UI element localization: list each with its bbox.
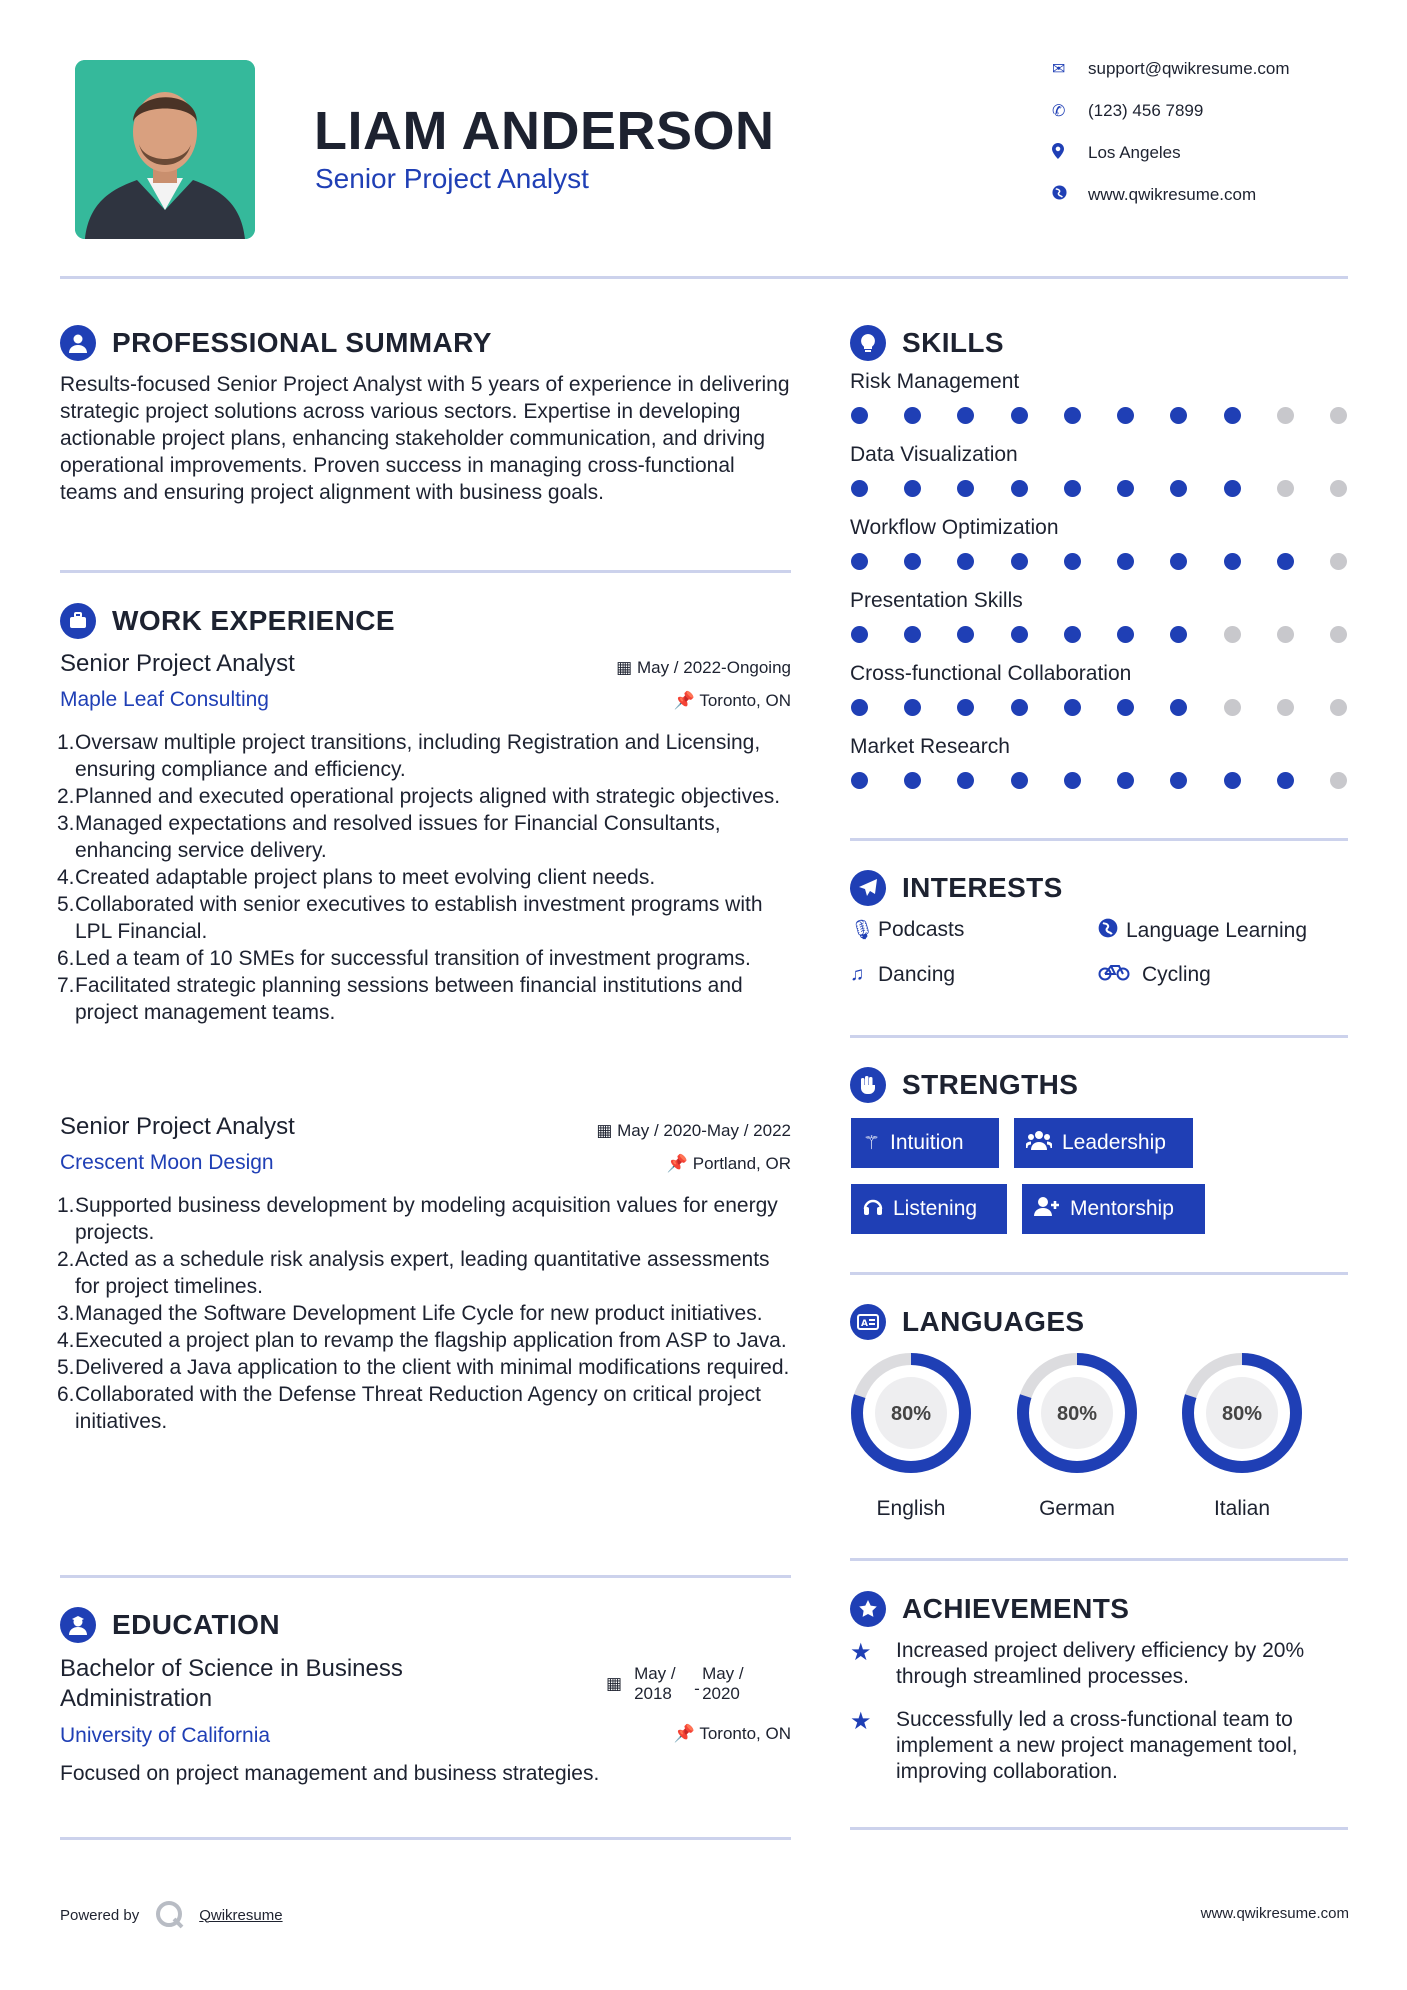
svg-text:A: A bbox=[861, 1319, 868, 1329]
strength-intuition bbox=[851, 1118, 999, 1168]
skill-name: Market Research bbox=[850, 735, 1010, 758]
skill-dot bbox=[904, 626, 921, 643]
skill-dot bbox=[1064, 772, 1081, 789]
pin-icon: 📌 bbox=[673, 691, 700, 710]
list-item: 4. Executed a project plan to revamp the flagship application from ASP to Java. bbox=[57, 1329, 787, 1352]
calendar-icon: ▦ bbox=[606, 1674, 623, 1693]
paper-plane-icon bbox=[850, 870, 886, 906]
graduate-icon bbox=[60, 1607, 96, 1643]
strength-label: Intuition bbox=[890, 1131, 964, 1154]
strengths-divider bbox=[850, 1272, 1348, 1275]
skill-dot bbox=[1011, 699, 1028, 716]
skill-dot bbox=[1330, 553, 1347, 570]
skill-name: Data Visualization bbox=[850, 443, 1018, 466]
skill-dot bbox=[1117, 407, 1134, 424]
header-divider bbox=[60, 276, 1348, 279]
list-item: 6. Collaborated with the Defense Threat Reduction Agency on critical project initiatives. bbox=[57, 1383, 761, 1433]
headphones-icon bbox=[863, 1196, 883, 1222]
language-german bbox=[1015, 1352, 1139, 1521]
job-2-responsibilities bbox=[57, 1192, 795, 1435]
contact-location bbox=[1052, 141, 1352, 165]
candidate-name: LIAM ANDERSON bbox=[314, 101, 775, 161]
skill-dot bbox=[1277, 553, 1294, 570]
school-name[interactable]: University of California bbox=[60, 1724, 271, 1747]
strength-label: Mentorship bbox=[1070, 1197, 1174, 1220]
skill-dot bbox=[1011, 772, 1028, 789]
summary-divider bbox=[60, 570, 791, 573]
list-item: 4. Created adaptable project plans to meet evolving client needs. bbox=[57, 866, 656, 889]
experience-title: WORK EXPERIENCE bbox=[112, 605, 395, 636]
interest-label: Dancing bbox=[878, 963, 956, 986]
skill-rating bbox=[851, 480, 1347, 497]
skills-divider bbox=[850, 838, 1348, 841]
language-ring bbox=[1181, 1352, 1303, 1474]
qwikresume-logo-icon bbox=[155, 1900, 185, 1930]
skill-dot bbox=[1277, 699, 1294, 716]
skill-name: Risk Management bbox=[850, 370, 1020, 393]
star-icon: ★ bbox=[850, 1708, 872, 1735]
skill-dot bbox=[1117, 626, 1134, 643]
list-item: 3. Managed the Software Development Life Cycle for new product initiatives. bbox=[57, 1302, 763, 1325]
skill-dot bbox=[1330, 626, 1347, 643]
contact-location-text: Los Angeles bbox=[1088, 143, 1181, 162]
education-divider bbox=[60, 1837, 791, 1840]
achievement-item bbox=[850, 1638, 1348, 1690]
interest-language-learning bbox=[1098, 918, 1307, 944]
skill-name: Workflow Optimization bbox=[850, 516, 1059, 539]
user-circle-icon bbox=[60, 325, 96, 361]
list-item: 2. Acted as a schedule risk analysis expert, leading quantitative assessments for project timelines. bbox=[57, 1248, 770, 1298]
language-ring bbox=[850, 1352, 972, 1474]
skill-rating bbox=[851, 772, 1347, 789]
degree-title: Bachelor of Science in Business Administration bbox=[60, 1655, 403, 1712]
interests-heading bbox=[850, 870, 1063, 906]
skill-rating bbox=[851, 407, 1347, 424]
skill-dot bbox=[957, 699, 974, 716]
job-2-title: Senior Project Analyst bbox=[60, 1113, 295, 1140]
skill-dot bbox=[851, 407, 868, 424]
lightbulb-icon bbox=[850, 325, 886, 361]
skill-dot bbox=[1064, 626, 1081, 643]
skill-dot bbox=[1170, 626, 1187, 643]
experience-divider bbox=[60, 1575, 791, 1578]
skill-dot bbox=[1011, 626, 1028, 643]
education-date-start: May / 2018 bbox=[634, 1664, 676, 1703]
strength-listening bbox=[851, 1184, 1007, 1234]
profile-photo bbox=[75, 60, 255, 239]
skill-dot bbox=[1277, 626, 1294, 643]
interest-label: Language Learning bbox=[1126, 919, 1308, 942]
skills-heading bbox=[850, 325, 1004, 361]
education-title: EDUCATION bbox=[112, 1609, 280, 1640]
summary-text: Results-focused Senior Project Analyst with 5 years of experience in delivering strategic project solutions across various sectors. Expertise in developing actionable project plans, enhancing stakeholder communication, and driving operational improvements. Proven success in managing cross-functional teams and ensuring project alignment with business goals. bbox=[60, 373, 790, 504]
education-dates bbox=[606, 1664, 762, 1704]
skill-dot bbox=[1117, 772, 1134, 789]
skill-dot bbox=[1330, 772, 1347, 789]
pin-icon: 📌 bbox=[673, 1724, 700, 1743]
contact-email-text: support@qwikresume.com bbox=[1088, 59, 1290, 78]
skill-rating bbox=[851, 553, 1347, 570]
job-1-location-text: Toronto, ON bbox=[699, 691, 791, 710]
globe-icon bbox=[1098, 918, 1126, 944]
skill-dot bbox=[1224, 480, 1241, 497]
strengths-title: STRENGTHS bbox=[902, 1069, 1079, 1100]
list-item: 2. Planned and executed operational projects aligned with strategic objectives. bbox=[57, 785, 781, 808]
strength-mentorship bbox=[1022, 1184, 1205, 1234]
list-item: 1. Oversaw multiple project transitions, including Registration and Licensing, ensuring compliance and efficiency. bbox=[57, 731, 761, 781]
skill-dot bbox=[1330, 480, 1347, 497]
achievement-text: Successfully led a cross-functional team to implement a new project management tool, improving collaboration. bbox=[896, 1708, 1298, 1783]
skill-dot bbox=[851, 699, 868, 716]
skill-dot bbox=[851, 553, 868, 570]
list-item: 7. Facilitated strategic planning sessions between financial institutions and project management teams. bbox=[57, 974, 743, 1024]
skill-dot bbox=[1064, 407, 1081, 424]
skill-dot bbox=[851, 480, 868, 497]
map-pin-icon bbox=[1052, 143, 1088, 164]
music-note-icon: ♫ bbox=[850, 964, 865, 985]
skill-dot bbox=[1277, 480, 1294, 497]
job-1-dates bbox=[616, 658, 791, 678]
education-location bbox=[674, 1724, 791, 1744]
language-italian bbox=[1180, 1352, 1304, 1521]
skill-dot bbox=[1330, 699, 1347, 716]
skill-dot bbox=[957, 553, 974, 570]
job-1-title: Senior Project Analyst bbox=[60, 650, 295, 677]
footer-powered-by bbox=[60, 1900, 283, 1930]
languages-title: LANGUAGES bbox=[902, 1306, 1085, 1337]
skill-name: Cross-functional Collaboration bbox=[850, 662, 1132, 685]
achievements-divider bbox=[850, 1827, 1348, 1830]
candidate-title: Senior Project Analyst bbox=[315, 163, 589, 194]
education-date-end: May / 2020 bbox=[702, 1664, 744, 1703]
skill-dot bbox=[957, 772, 974, 789]
footer-website[interactable]: www.qwikresume.com bbox=[1200, 1905, 1349, 1922]
globe-icon bbox=[1052, 185, 1088, 205]
skill-dot bbox=[1170, 480, 1187, 497]
skill-dot bbox=[1011, 553, 1028, 570]
skill-dot bbox=[904, 407, 921, 424]
language-name: Italian bbox=[1213, 1497, 1271, 1520]
achievements-heading bbox=[850, 1591, 1129, 1627]
skills-title: SKILLS bbox=[902, 327, 1004, 358]
language-percent-label: 80% bbox=[1221, 1403, 1263, 1425]
skill-dot bbox=[1330, 407, 1347, 424]
languages-divider bbox=[850, 1558, 1348, 1561]
job-1-location bbox=[674, 691, 791, 711]
interest-label: Podcasts bbox=[878, 918, 965, 941]
language-name: German bbox=[1039, 1497, 1115, 1520]
skill-rating bbox=[851, 626, 1347, 643]
skill-dot bbox=[1224, 699, 1241, 716]
star-icon: ★ bbox=[850, 1639, 872, 1666]
skill-dot bbox=[1224, 553, 1241, 570]
skill-dot bbox=[957, 626, 974, 643]
skill-dot bbox=[1277, 407, 1294, 424]
microphone-icon: 🎙 bbox=[850, 920, 875, 941]
bicycle-icon bbox=[1098, 963, 1142, 987]
job-2-dates bbox=[596, 1121, 791, 1141]
skill-rating bbox=[851, 699, 1347, 716]
interest-dancing bbox=[850, 963, 955, 987]
experience-heading bbox=[60, 603, 395, 639]
skill-dot bbox=[904, 480, 921, 497]
achievement-item bbox=[850, 1707, 1348, 1785]
strength-label: Listening bbox=[893, 1197, 978, 1220]
skill-dot bbox=[851, 626, 868, 643]
fist-icon bbox=[850, 1067, 886, 1103]
contact-phone[interactable] bbox=[1052, 99, 1352, 123]
list-item: 3. Managed expectations and resolved issues for Financial Consultants, enhancing service delivery. bbox=[57, 812, 721, 862]
job-2-company[interactable]: Crescent Moon Design bbox=[60, 1151, 274, 1174]
contact-email[interactable] bbox=[1052, 57, 1352, 81]
skill-dot bbox=[904, 772, 921, 789]
summary-heading bbox=[60, 325, 492, 361]
strengths-heading bbox=[850, 1067, 1078, 1103]
list-item: 5. Collaborated with senior executives to establish investment programs with LPL Financial. bbox=[57, 893, 763, 943]
language-english bbox=[849, 1352, 973, 1521]
skill-dot bbox=[1170, 699, 1187, 716]
skill-dot bbox=[1117, 480, 1134, 497]
contact-website[interactable] bbox=[1052, 183, 1352, 207]
pin-icon: 📌 bbox=[666, 1154, 693, 1173]
achievements-title: ACHIEVEMENTS bbox=[902, 1593, 1130, 1624]
language-percent-label: 80% bbox=[1056, 1403, 1098, 1425]
magic-wand-icon: ⚚ bbox=[863, 1132, 881, 1154]
interest-label: Cycling bbox=[1142, 963, 1211, 986]
language-name: English bbox=[876, 1497, 946, 1520]
interest-podcasts bbox=[850, 918, 964, 942]
skill-dot bbox=[1011, 407, 1028, 424]
skill-dot bbox=[1064, 553, 1081, 570]
contact-website-text: www.qwikresume.com bbox=[1088, 185, 1257, 204]
languages-heading bbox=[850, 1304, 1085, 1340]
qwikresume-link[interactable]: Qwikresume bbox=[199, 1906, 283, 1924]
job-2-location bbox=[667, 1154, 791, 1174]
skill-dot bbox=[904, 553, 921, 570]
powered-by-text: Powered by bbox=[60, 1906, 140, 1924]
skill-dot bbox=[851, 772, 868, 789]
calendar-icon: ▦ bbox=[596, 1121, 618, 1140]
skill-name: Presentation Skills bbox=[850, 589, 1023, 612]
job-1-company[interactable]: Maple Leaf Consulting bbox=[60, 688, 269, 711]
language-card-icon bbox=[850, 1304, 886, 1340]
job-1-dates-text: May / 2022-Ongoing bbox=[636, 658, 791, 677]
strength-label: Leadership bbox=[1062, 1131, 1166, 1154]
strength-leadership bbox=[1014, 1118, 1193, 1168]
skill-dot bbox=[1064, 699, 1081, 716]
language-percent-label: 80% bbox=[890, 1403, 932, 1425]
calendar-icon: ▦ bbox=[616, 658, 637, 677]
language-ring bbox=[1016, 1352, 1138, 1474]
skill-dot bbox=[1117, 699, 1134, 716]
job-2-location-text: Portland, OR bbox=[692, 1154, 791, 1173]
interests-title: INTERESTS bbox=[902, 872, 1063, 903]
education-description: Focused on project management and business strategies. bbox=[60, 1762, 600, 1785]
skill-dot bbox=[1170, 553, 1187, 570]
summary-title: PROFESSIONAL SUMMARY bbox=[112, 327, 492, 358]
interest-cycling bbox=[1098, 963, 1211, 987]
education-heading bbox=[60, 1607, 280, 1643]
skill-dot bbox=[1064, 480, 1081, 497]
skill-dot bbox=[957, 480, 974, 497]
job-2-dates-text: May / 2020-May / 2022 bbox=[617, 1121, 791, 1140]
achievement-text: Increased project delivery efficiency by 20% through streamlined processes. bbox=[896, 1639, 1305, 1688]
list-item: 1. Supported business development by modeling acquisition values for energy projects. bbox=[57, 1194, 778, 1244]
skill-dot bbox=[1117, 553, 1134, 570]
skill-dot bbox=[957, 407, 974, 424]
interests-divider bbox=[850, 1035, 1348, 1038]
skill-dot bbox=[1224, 407, 1241, 424]
education-location-text: Toronto, ON bbox=[699, 1724, 791, 1743]
skill-dot bbox=[1224, 772, 1241, 789]
job-1-responsibilities bbox=[57, 729, 795, 1026]
skill-dot bbox=[1170, 407, 1187, 424]
phone-icon: ✆ bbox=[1052, 103, 1066, 120]
contact-phone-text: (123) 456 7899 bbox=[1088, 101, 1204, 120]
user-plus-icon bbox=[1034, 1196, 1060, 1222]
briefcase-icon bbox=[60, 603, 96, 639]
skill-dot bbox=[904, 699, 921, 716]
star-badge-icon bbox=[850, 1591, 886, 1627]
list-item: 6. Led a team of 10 SMEs for successful transition of investment programs. bbox=[57, 947, 751, 970]
skill-dot bbox=[1277, 772, 1294, 789]
date-separator: - bbox=[694, 1679, 700, 1698]
envelope-icon: ✉ bbox=[1052, 61, 1066, 78]
users-icon bbox=[1026, 1130, 1052, 1156]
skill-dot bbox=[1170, 772, 1187, 789]
list-item: 5. Delivered a Java application to the client with minimal modifications required. bbox=[57, 1356, 790, 1379]
skill-dot bbox=[1224, 626, 1241, 643]
skill-dot bbox=[1011, 480, 1028, 497]
